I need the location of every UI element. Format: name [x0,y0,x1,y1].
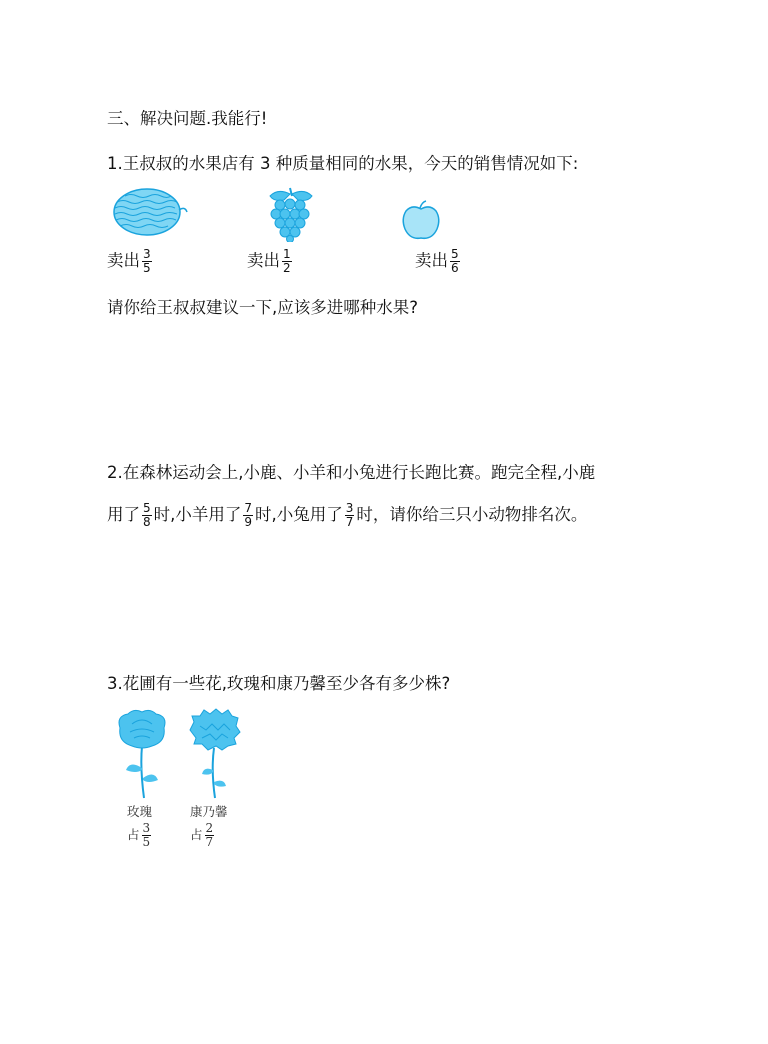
sold-apple: 卖出 $\frac{5}{6}$ [415,247,459,275]
q2-line2: 用了 $\frac{5}{8}$ 时,小羊用了 $\frac{7}{9}$ 时,小兔用了 $\frac{3}{7}$ 时，请你给三只小动物排名次。 [107,501,588,529]
carnation-share: 占 $\frac{2}{7}$ [190,821,214,849]
watermelon-icon [111,186,189,238]
rose-share: 占 $\frac{3}{5}$ [127,821,151,849]
q2-line1: 2.在森林运动会上,小鹿、小羊和小兔进行长跑比赛。跑完全程,小鹿 [107,463,596,482]
grapes-icon [264,186,320,242]
section-title: 三、解决问题.我能行! [107,109,268,128]
rose-icon [112,708,172,800]
q1-question: 请你给王叔叔建议一下,应该多进哪种水果? [107,298,419,317]
q3-text: 3.花圃有一些花,玫瑰和康乃馨至少各有多少株? [107,674,451,693]
carnation-label: 康乃馨 [190,804,228,819]
carnation-icon [184,708,244,800]
rose-label: 玫瑰 [127,804,153,819]
sold-watermelon: 卖出 $\frac{3}{5}$ [107,247,151,275]
sold-grapes: 卖出 $\frac{1}{2}$ [247,247,291,275]
q1-text: 1.王叔叔的水果店有 3 种质量相同的水果，今天的销售情况如下: [107,154,579,173]
apple-icon [400,200,442,242]
